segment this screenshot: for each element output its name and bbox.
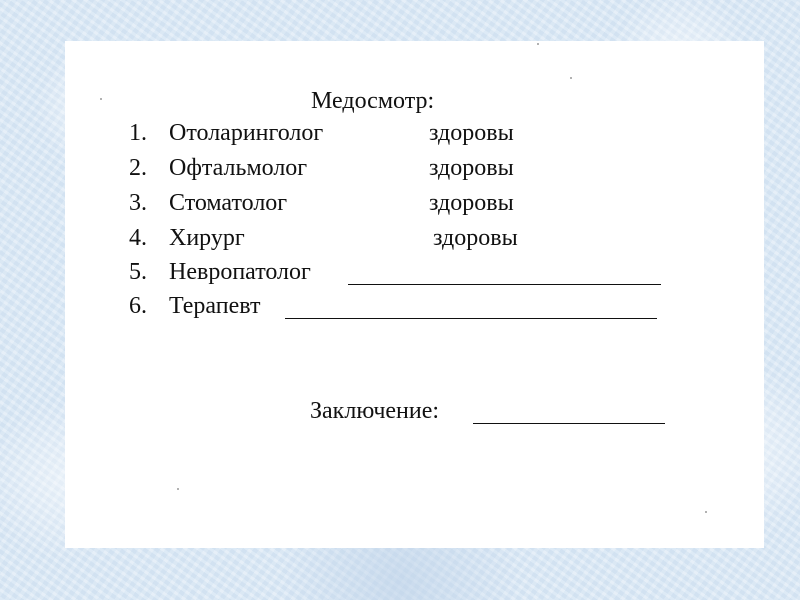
conclusion-label: Заключение: — [310, 398, 440, 424]
list-item-status: здоровы — [429, 190, 514, 216]
list-item-status: здоровы — [429, 120, 514, 146]
list-item-specialist: Хирург — [169, 225, 245, 251]
scan-speck — [570, 77, 572, 79]
document-title: Медосмотр: — [311, 88, 435, 114]
scan-speck — [705, 511, 707, 513]
signature-blank-line — [285, 318, 657, 319]
scan-speck — [537, 43, 539, 45]
document-page — [65, 41, 764, 548]
list-item-specialist: Офтальмолог — [169, 155, 308, 181]
list-item-specialist: Терапевт — [169, 293, 261, 319]
list-item-status: здоровы — [429, 155, 514, 181]
scan-speck — [100, 98, 102, 100]
list-item-specialist: Невропатолог — [169, 259, 311, 285]
list-item-number: 6. — [129, 293, 147, 319]
list-item-specialist: Отоларинголог — [169, 120, 324, 146]
list-item-number: 4. — [129, 225, 147, 251]
scan-speck — [177, 488, 179, 490]
list-item-number: 5. — [129, 259, 147, 285]
list-item-number: 1. — [129, 120, 147, 146]
signature-blank-line — [348, 284, 661, 285]
list-item-number: 3. — [129, 190, 147, 216]
list-item-status: здоровы — [433, 225, 518, 251]
list-item-specialist: Стоматолог — [169, 190, 288, 216]
list-item-number: 2. — [129, 155, 147, 181]
conclusion-blank-line — [473, 423, 665, 424]
